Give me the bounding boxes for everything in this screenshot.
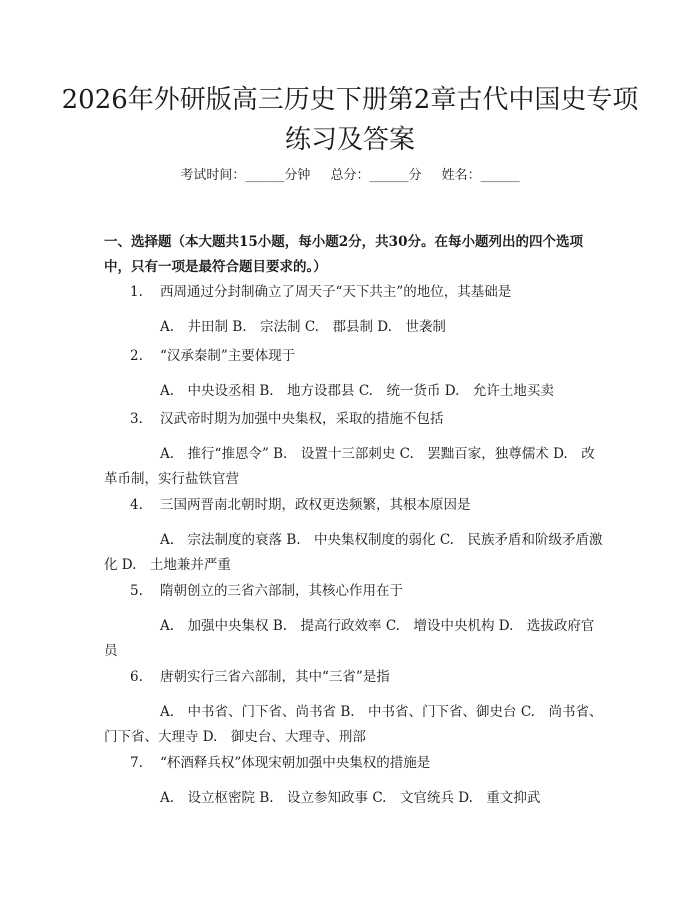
question-number: 4. <box>130 497 143 513</box>
question-1 <box>104 282 604 340</box>
question-stem: 隋朝创立的三省六部制，其核心作用在于 <box>160 583 403 599</box>
question-options: A. 中央设丞相 B. 地方设郡县 C. 统一货币 D. 允许土地买卖 <box>160 383 554 399</box>
question-4 <box>104 495 604 578</box>
question-stem: 西周通过分封制确立了周天子“天下共主”的地位，其基础是 <box>160 284 512 300</box>
question-number: 3. <box>130 411 143 427</box>
question-7 <box>104 753 604 811</box>
exam-meta <box>0 166 700 186</box>
question-options: A. 推行“推恩令” B. 设置十三部刺史 C. 罢黜百家，独尊儒术 D. 改革币制，实行盐铁官营 <box>104 446 595 487</box>
question-stem: 唐朝实行三省六部制，其中“三省”是指 <box>160 669 390 685</box>
question-number: 1. <box>130 284 143 300</box>
question-options: A. 井田制 B. 宗法制 C. 郡县制 D. 世袭制 <box>160 319 446 335</box>
question-3 <box>104 409 604 492</box>
question-options: A. 设立枢密院 B. 设立参知政事 C. 文官统兵 D. 重文抑武 <box>160 790 541 806</box>
name-field: 姓名：______ <box>441 168 520 183</box>
question-options: A. 宗法制度的衰落 B. 中央集权制度的弱化 C. 民族矛盾和阶级矛盾激化 D. 土地兼并严重 <box>104 532 603 573</box>
section-heading: 一、选择题（本大题共15小题，每小题2分，共30分。在每小题列出的四个选项中，只有一项是最符合题目要求的。） <box>104 234 583 275</box>
question-2 <box>104 346 604 404</box>
question-options: A. 中书省、门下省、尚书省 B. 中书省、门下省、御史台 C. 尚书省、门下省、大理寺 D. 御史台、大理寺、刑部 <box>104 704 603 745</box>
question-stem: 汉武帝时期为加强中央集权，采取的措施不包括 <box>160 411 444 427</box>
question-stem: 三国两晋南北朝时期，政权更迭频繁，其根本原因是 <box>160 497 471 513</box>
question-number: 2. <box>130 348 143 364</box>
question-number: 7. <box>130 755 143 771</box>
question-number: 5. <box>130 583 143 599</box>
question-options: A. 加强中央集权 B. 提高行政效率 C. 增设中央机构 D. 选拔政府官员 <box>104 618 595 659</box>
question-number: 6. <box>130 669 143 685</box>
question-5 <box>104 581 604 664</box>
total-score-field: 总分：______分 <box>330 168 422 183</box>
exam-time-field: 考试时间：______分钟 <box>180 168 311 183</box>
question-stem: “杯酒释兵权”体现宋朝加强中央集权的措施是 <box>160 755 431 771</box>
question-stem: “汉承秦制”主要体现于 <box>160 348 296 364</box>
page-title: 2026年外研版高三历史下册第2章古代中国史专项练习及答案 <box>61 85 639 155</box>
question-6 <box>104 667 604 750</box>
